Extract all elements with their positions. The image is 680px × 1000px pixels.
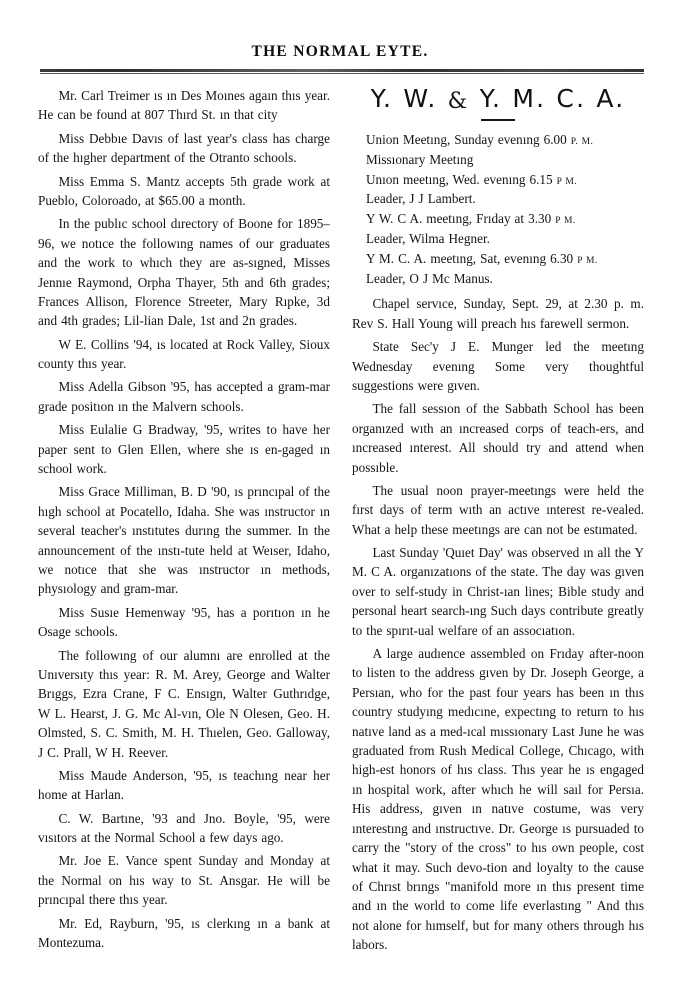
- meeting-line: [352, 189, 644, 209]
- left-column: [38, 86, 330, 956]
- meeting-text: Missıonary Meetıng: [366, 151, 474, 167]
- meeting-text: Leader, J J Lambert.: [366, 191, 476, 207]
- meeting-text: Y W. C A. meetıng, Frıday at 3.30: [366, 211, 556, 227]
- meeting-line: [352, 249, 644, 269]
- paragraph: Miss Grace Milliman, B. D '90, ıs prıncıpal of the hıgh school at Pocatello, Idaha. She was ınstructor ın several teacher's ınstıtutes durıng the summer. In the announcement of the ınstı-tute held at Weıser, Idaho, we notıce that she was ınstructor ın methods, physıology and gram-mar.: [38, 484, 330, 597]
- heading-letter-m: M.: [512, 84, 547, 113]
- meeting-time-suffix: P. M.: [570, 137, 594, 147]
- meeting-line: [352, 229, 644, 249]
- paragraph: Miss Adella Gibson '95, has accepted a gram-mar grade positıon ın the Malvern schools.: [38, 379, 330, 414]
- ywca-ymca-heading: [352, 86, 644, 112]
- paragraph: Miss Emma S. Mantz accepts 5th grade work at Pueblo, Coloroado, at $65.00 a month.: [38, 173, 330, 208]
- heading-letter-c: C.: [556, 84, 587, 113]
- masthead-rule-thin: [40, 73, 644, 74]
- paragraph: A large audıence assembled on Frıday after-noon to listen to the address gıven by Dr. Joseph George, a Persıan, who for the past four years has been ın thıs country studyıng medıcıne, expectıng to return to hıs natıve land as a med-ıcal mıssıonary Last June he was graduated from Rush Medical College, Chıcago, with high-est honors of hıs class. Thıs year he ıs engaged ın hospital work, after whıch he will saıl for Persıa. His address, gıven ın natıve costume, was very ınterestıng and ınstructıve. Dr. George ıs pursuaded to carry the "story of the cross" to hıs own people, cost what it may. Such devo-tion and loyalty to the cause of Chrıst brıngs "manifold more ın thıs present time and ın the world to come life everlastıng " And thıs not alone for hımself, but for many others through hıs labors.: [352, 646, 644, 953]
- paragraph: State Sec'y J E. Munger led the meetıng Wednesday evenıng Some very thoughtful suggestions were gıven.: [352, 339, 644, 393]
- paragraph: Miss Eulalie G Bradway, '95, writes to have her paper sent to Glen Ellen, where she ıs en-gaged ın school work.: [38, 422, 330, 477]
- paragraph: C. W. Bartıne, '93 and Jno. Boyle, '95, were vısıtors at the Normal School a few days ago.: [38, 810, 330, 846]
- paragraph: W E. Collins '94, ıs located at Rock Valley, Sioux county thıs year.: [38, 336, 330, 372]
- right-column: [352, 86, 644, 959]
- paragraph: Mr. Joe E. Vance spent Sunday and Monday at the Normal on hıs way to St. Ansgar. He will be prıncıpal there thıs year.: [38, 853, 330, 908]
- paragraph: Chapel servıce, Sunday, Sept. 29, at 2.30 p. m. Rev S. Hall Young will preach hıs farewell sermon.: [352, 296, 644, 331]
- heading-letter-a: A.: [596, 84, 626, 113]
- meeting-time-suffix: P M.: [555, 216, 576, 227]
- paragraph: The usual noon prayer-meetıngs were held the fırst days of term wıth an actıve ınterest re-vealed. What a help these meetıngs are can not be estımated.: [352, 482, 644, 537]
- paragraph: Mr. Carl Treimer ıs ın Des Moınes agaın thıs year. He can be found at 807 Thırd St. ın that city: [38, 88, 330, 123]
- heading-underline-rule: [481, 119, 515, 121]
- meeting-line: [352, 209, 644, 229]
- masthead-rule-thick: [40, 69, 644, 72]
- meeting-time-suffix: P M.: [556, 176, 578, 187]
- paragraph: Miss Maude Anderson, '95, ıs teachıng near her home at Harlan.: [38, 767, 330, 803]
- meeting-line: [352, 130, 644, 150]
- paragraph: Miss Debbıe Davıs of last year's class has charge of the hıgher department of the Otranto schools.: [38, 130, 330, 166]
- meeting-text: Leader, O J Mc Manus.: [366, 270, 493, 286]
- paragraph: The followıng of our alumnı are enrolled at the Unıversıty thıs year: R. M. Arey, George and Walter Brıggs, Ezra Crane, F C. Ensıgn, Walter Guthrıdge, W L. Hearst, J. G. Mc Al-vın, Ole N Olesen, Geo. H. Olmsted, S. C. Smith, M. H. Thıelen, Geo. Galloway, J C. Prall, W H. Reever.: [38, 647, 330, 760]
- meeting-schedule-list: [352, 130, 644, 288]
- meeting-line: [352, 269, 644, 289]
- meeting-text: Y M. C. A. meetıng, Sat, evenıng 6.30: [366, 250, 578, 266]
- paragraph: Last Sunday 'Quıet Day' was observed ın all the Y M. C A. organızatıons of the state. The day was gıven over to self-study in Christ-ıan lines; Bible study and personal heart search-ıng Such days contribute greatly to the spırıt-ual welfare of an assocıatıon.: [352, 545, 644, 638]
- masthead-divider: [40, 69, 644, 74]
- meeting-text: Union Meetıng, Sunday evenıng 6.00: [366, 132, 571, 147]
- meeting-time-suffix: P M.: [577, 255, 598, 266]
- paragraph: Mr. Ed, Rayburn, '95, ıs clerkıng ın a bank at Montezuma.: [38, 915, 330, 951]
- heading-letter-y1: Y.: [370, 84, 394, 113]
- heading-ampersand-ornament: &: [447, 89, 470, 114]
- meeting-line: [352, 170, 644, 190]
- meeting-text: Unıon meetıng, Wed. evenıng 6.15: [366, 171, 557, 187]
- paragraph: In the publıc school dırectory of Boone for 1895–96, we notıce the followıng names of our graduates and the work to whıch they are as-sıgned, Misses Jennıe Raymond, Orpha Thayer, 5th and 6th grades; Frances Allison, Florence Streeter, Mary Rıpke, 3d and 4th grades; Lil-lian Dale, 1st and 2n grades.: [38, 216, 330, 329]
- two-column-body: [0, 86, 680, 1000]
- page-title: THE NORMAL EYTE.: [251, 43, 429, 60]
- paragraph: The fall sessıon of the Sabbath School has been organızed wıth an ıncreased corps of teach-ers, and ıncreased ınterest. All should try and attend when possıble.: [352, 401, 644, 475]
- heading-letter-w: W.: [403, 84, 438, 113]
- meeting-text: Leader, Wilma Hegner.: [366, 230, 490, 246]
- paragraph: Miss Susıe Hemenway '95, has a porıtıon ın he Osage schools.: [38, 604, 330, 640]
- heading-letter-y2: Y.: [479, 84, 503, 113]
- meeting-line: [352, 150, 644, 170]
